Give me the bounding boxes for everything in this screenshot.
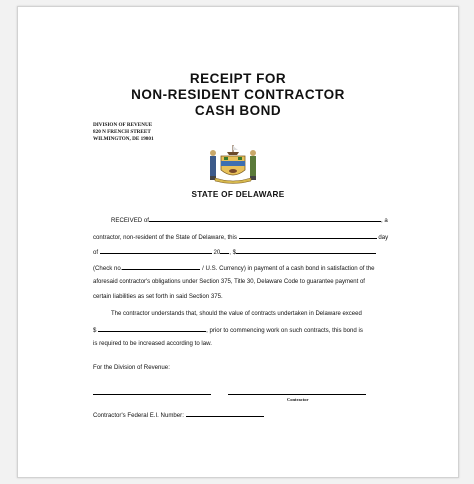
year-field[interactable]	[220, 247, 229, 254]
date-amount-line	[93, 247, 376, 257]
contractor-caption: Contractor	[287, 397, 309, 402]
required-line: is required to be increased according to law.	[93, 340, 212, 347]
amount-prior-line	[93, 325, 363, 335]
delaware-state-seal-icon	[207, 144, 259, 184]
state-heading: STATE OF DELAWARE	[191, 190, 285, 199]
check-line	[93, 263, 375, 273]
prior-text: , prior to commencing work on such contracts, this bond is	[206, 327, 363, 334]
day-label: day	[378, 234, 389, 241]
title-line-2: NON-RESIDENT CONTRACTOR	[131, 87, 345, 102]
of-label: of	[93, 249, 99, 256]
month-field[interactable]	[100, 247, 212, 254]
federal-ei-field[interactable]	[186, 410, 264, 417]
for-division-label: For the Division of Revenue:	[93, 364, 170, 371]
check-number-field[interactable]	[122, 263, 200, 270]
address-line-2: 820 N FRENCH STREET	[93, 129, 151, 135]
threshold-amount-field[interactable]	[98, 325, 206, 332]
address-line-3: WILMINGTON, DE 19801	[93, 136, 154, 142]
contractor-line	[93, 232, 388, 242]
obligations-line: aforesaid contractor's obligations under Section 375, Title 30, Delaware Code to guarantee payment of	[93, 279, 365, 285]
amount-field[interactable]	[236, 247, 376, 254]
day-field[interactable]	[239, 232, 377, 239]
division-signature-line[interactable]	[93, 394, 211, 395]
federal-ei-label: Contractor's Federal E.I. Number:	[93, 412, 184, 419]
currency-text: / U.S. Currency) in payment of a cash bond in satisfaction of the	[202, 265, 375, 272]
amount-dollar-sign: $	[93, 327, 97, 334]
liabilities-line: certain liabilities as set forth in said Section 375.	[93, 293, 223, 300]
received-of-label: RECEIVED of	[111, 217, 149, 224]
address-line-1: DIVISION OF REVENUE	[93, 122, 153, 128]
dollar-label: , $	[229, 249, 237, 256]
contractor-signature-line[interactable]	[228, 394, 366, 395]
received-of-line	[111, 215, 388, 225]
received-of-field[interactable]	[149, 215, 381, 222]
document-page	[17, 6, 459, 478]
federal-ei-line	[93, 410, 264, 420]
year-prefix: 20	[213, 249, 221, 256]
check-no-label: (Check no.	[93, 265, 123, 272]
comma-a-label: , a	[380, 217, 388, 224]
understands-line: The contractor understands that, should the value of contracts undertaken in Delaware exceed	[111, 311, 362, 317]
title-line-1: RECEIPT FOR	[189, 71, 287, 86]
title-line-3: CASH BOND	[194, 103, 282, 118]
contractor-text: contractor, non-resident of the State of Delaware, this	[93, 234, 237, 241]
